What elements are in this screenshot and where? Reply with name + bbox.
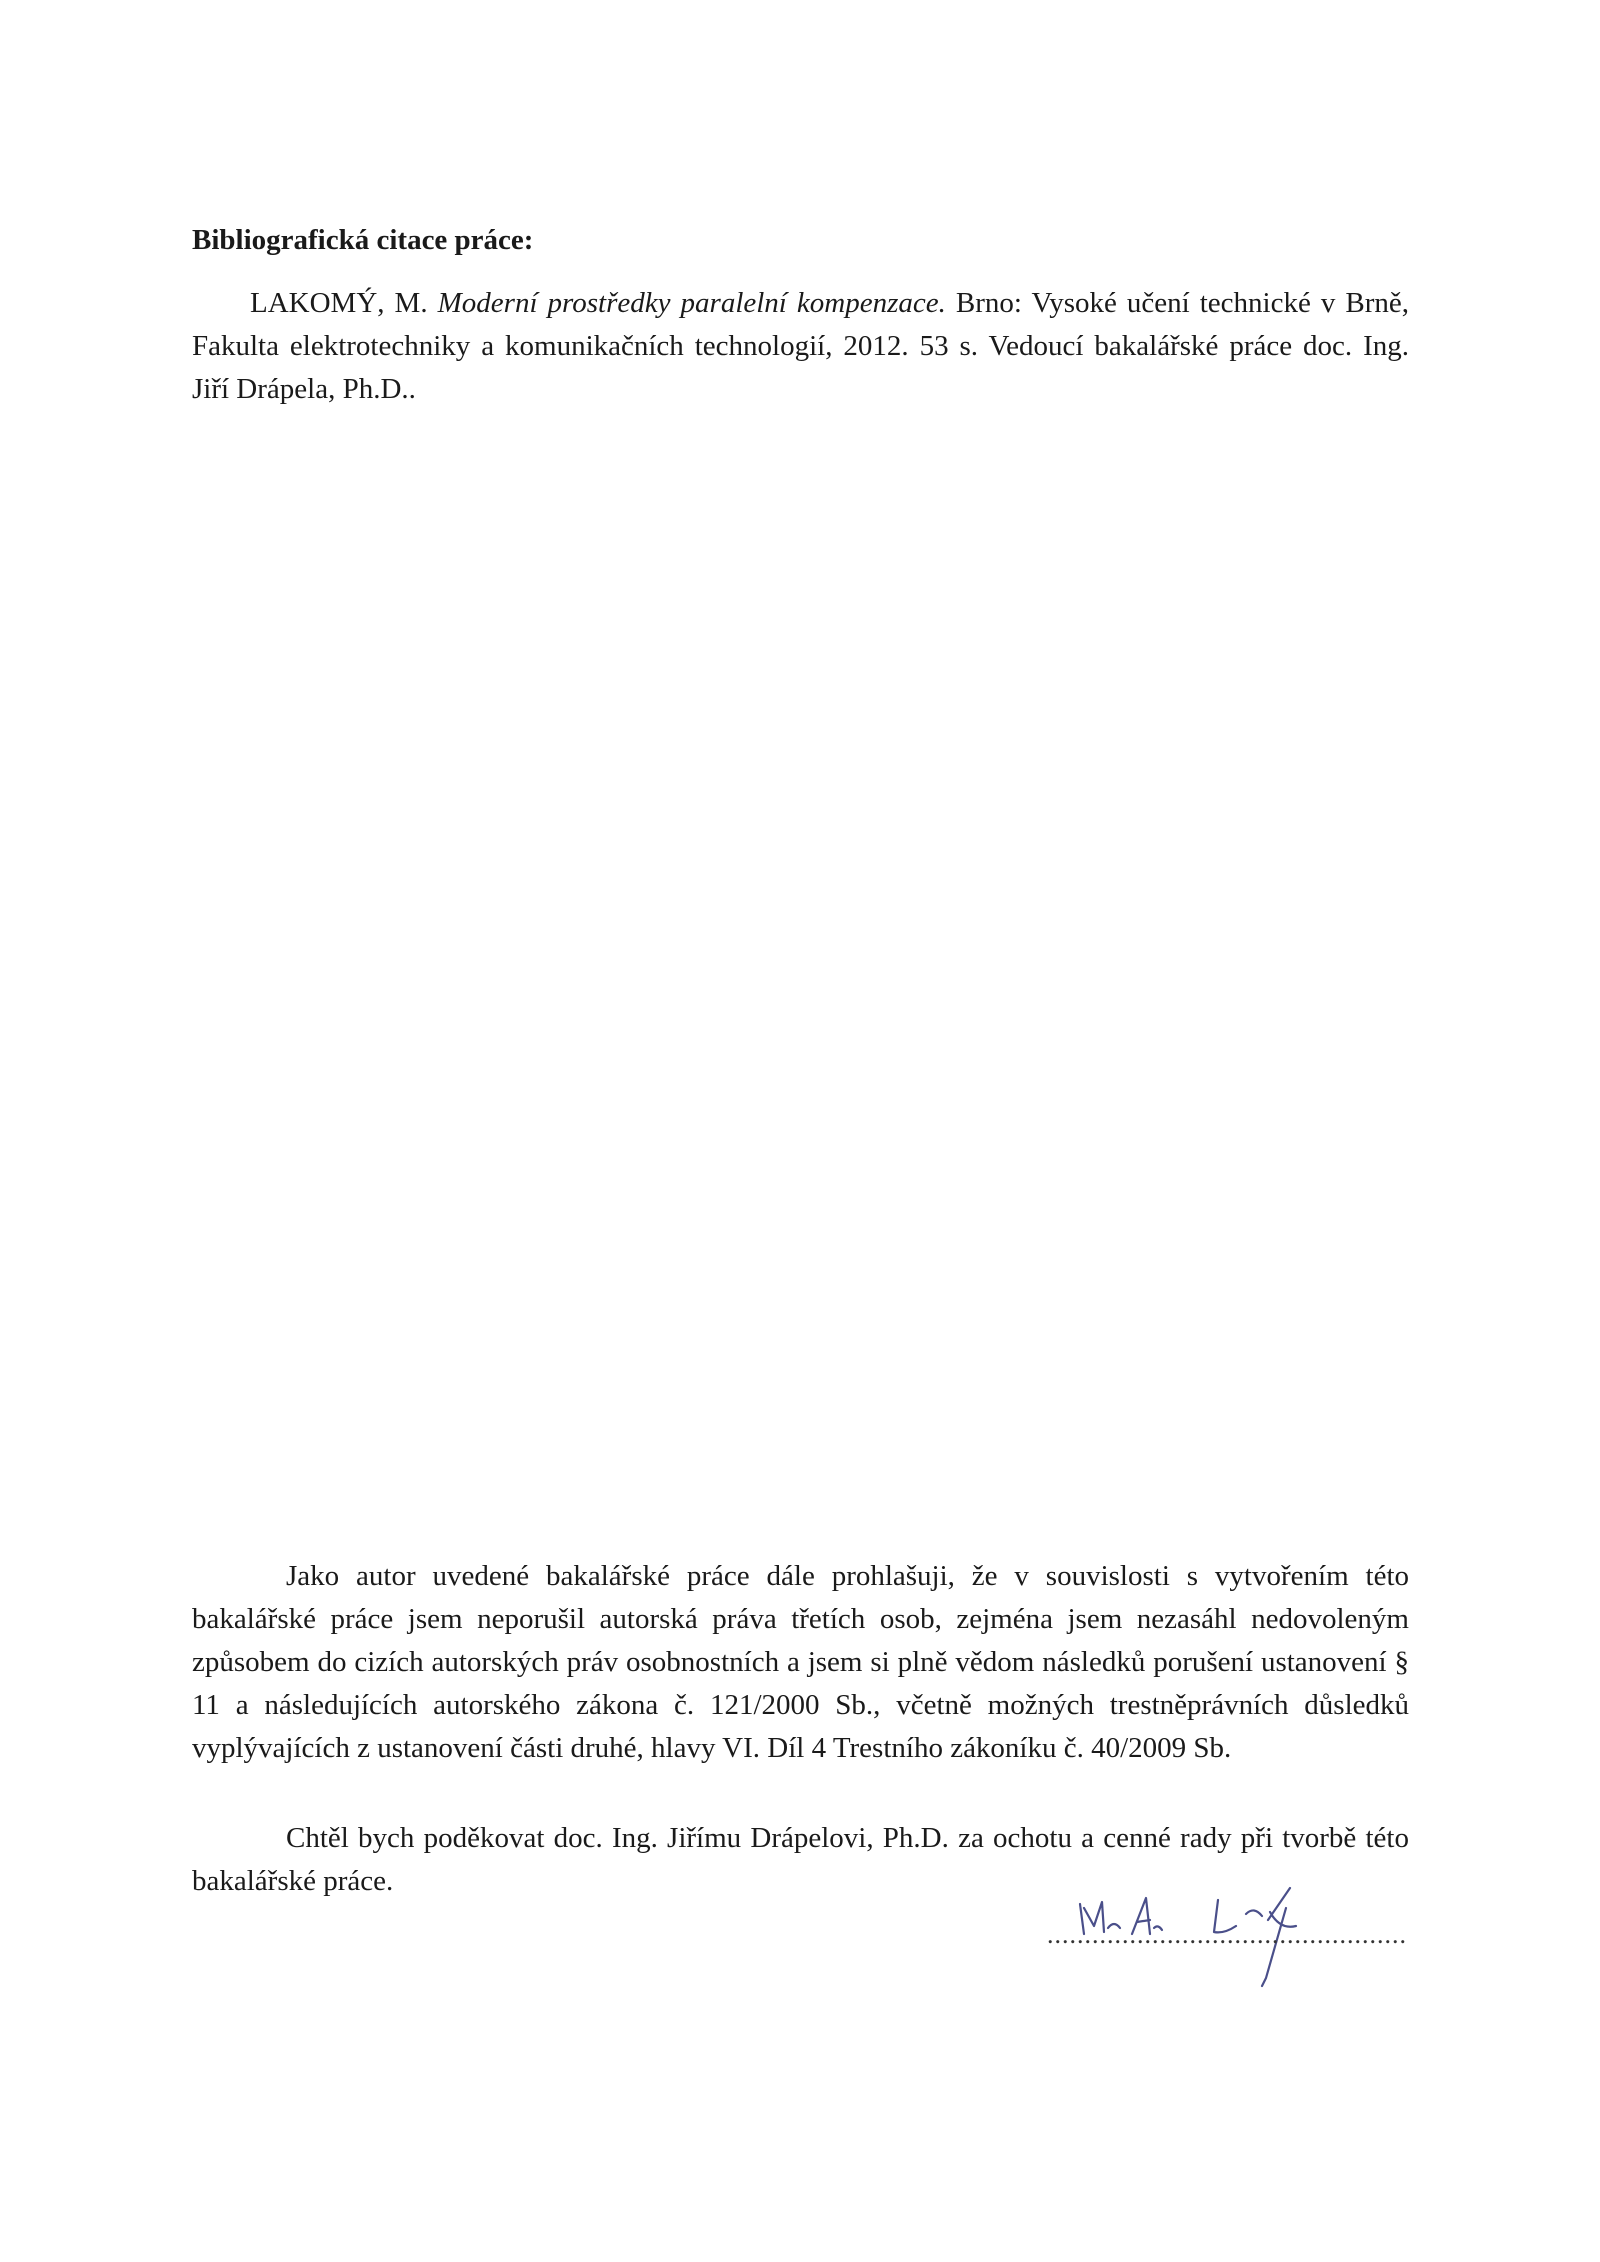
citation-details: Brno: Vysoké učení technické v Brně, Fakulta elektrotechniky a komunikačních technologií, 2012. 53 s. Vedoucí bakalářské práce doc. Ing. Jiří Drápela, Ph.D.. <box>192 287 1410 405</box>
acknowledgement: Chtěl bych poděkovat doc. Ing. Jiřímu Drápelovi, Ph.D. za ochotu a cenné rady při tvorbě této bakalářské práce. <box>192 1822 1409 1897</box>
citation-title: Moderní prostředky paralelní kompenzace. <box>437 287 946 319</box>
signature-line: ................................................ <box>1047 1920 1407 1949</box>
citation-author: LAKOMÝ, M. <box>250 287 428 319</box>
bibliography-heading: Bibliografická citace práce: <box>192 224 534 256</box>
bibliography-citation <box>192 282 1409 411</box>
author-declaration: Jako autor uvedené bakalářské práce dále prohlašuji, že v souvislosti s vytvořením této bakalářské práce jsem neporušil autorská práva třetích osob, zejména jsem nezasáhl nedovoleným způsobem do cizích autorských práv osobnostních a jsem si plně vědom následků porušení ustanovení § 11 a následujících autorského zákona č. 121/2000 Sb., včetně možných trestněprávních důsledků vyplývajících z ustanovení části druhé, hlavy VI. Díl 4 Trestního zákoníku č. 40/2009 Sb. <box>192 1560 1409 1764</box>
